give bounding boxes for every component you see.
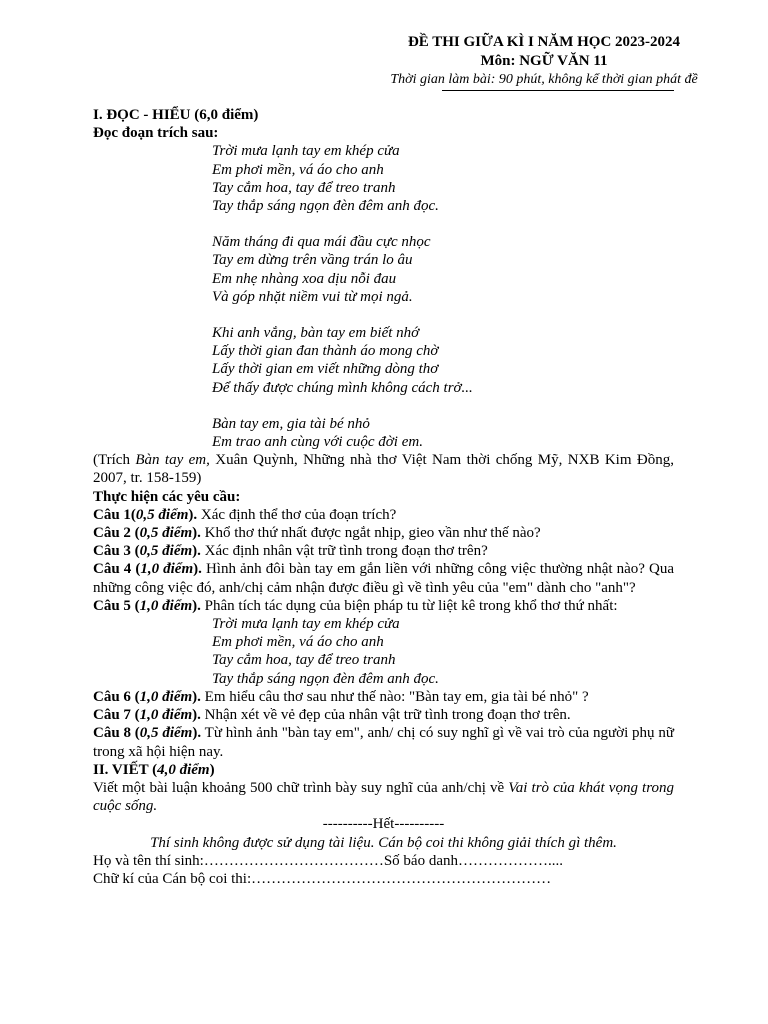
section2-heading-score: 4,0 điểm bbox=[157, 761, 210, 778]
question-text: Phân tích tác dụng của biện pháp tu từ liệt kê trong khổ thơ thứ nhất: bbox=[200, 597, 618, 614]
question-score: 0,5 điểm bbox=[135, 506, 189, 523]
question-close: ). bbox=[188, 506, 198, 523]
question-label: Câu 3 ( bbox=[93, 543, 140, 560]
poem-line: Tay cắm hoa, tay để treo tranh bbox=[212, 652, 396, 669]
question-close: ). bbox=[192, 597, 201, 614]
exam-header bbox=[374, 33, 714, 91]
question-8 bbox=[93, 724, 674, 760]
poem-line: Trời mưa lạnh tay em khép cửa bbox=[212, 143, 400, 160]
poem-line: Khi anh vắng, bàn tay em biết nhớ bbox=[212, 325, 420, 342]
exam-title: ĐỀ THI GIỮA KÌ I NĂM HỌC 2023-2024 bbox=[407, 34, 681, 50]
question-label: Câu 1( bbox=[93, 506, 136, 523]
exam-subject: Môn: NGỮ VĂN 11 bbox=[480, 53, 608, 69]
exam-note: Thí sinh không được sử dụng tài liệu. Cán bộ coi thi không giải thích gì thêm. bbox=[150, 834, 617, 851]
question-text: Hình ảnh đôi bàn tay em gắn liền với những công việc thường nhật nào? Qua những công việc đó, anh/chị cảm nhận được điều gì về tình yêu của "em" dành cho "anh"? bbox=[93, 561, 674, 596]
question-text: Xác định thể thơ của đoạn trích? bbox=[197, 506, 397, 523]
poem-line: Em phơi mền, vá áo cho anh bbox=[212, 161, 384, 178]
question-score: 0,5 điểm bbox=[139, 543, 193, 560]
question-score: 1,0 điểm bbox=[140, 561, 194, 578]
question-score: 0,5 điểm bbox=[139, 525, 193, 542]
question-4 bbox=[93, 560, 674, 596]
question-text: Xác định nhân vật trữ tình trong đoạn thơ trên? bbox=[200, 543, 488, 560]
prompt-text: Viết một bài luận khoảng 500 chữ trình bày suy nghĩ của anh/chị về bbox=[93, 779, 509, 796]
section2-heading-suffix: ) bbox=[209, 761, 215, 778]
section2-heading-prefix: II. VIẾT ( bbox=[93, 761, 158, 778]
question-label: Câu 2 ( bbox=[93, 525, 140, 542]
question-text: Khổ thơ thứ nhất được ngắt nhịp, gieo vần như thế nào? bbox=[200, 525, 541, 542]
poem-line: Tay thắp sáng ngọn đèn đêm anh đọc. bbox=[212, 198, 439, 215]
poem-line: Lấy thời gian đan thành áo mong chờ bbox=[212, 343, 439, 360]
question-close: ). bbox=[192, 725, 202, 742]
question-close: ). bbox=[192, 707, 201, 724]
section1-heading: I. ĐỌC - HIỂU (6,0 điểm) bbox=[93, 107, 259, 123]
question-label: Câu 5 ( bbox=[93, 597, 140, 614]
poem-line: Tay thắp sáng ngọn đèn đêm anh đọc. bbox=[212, 670, 439, 687]
question-label: Câu 7 ( bbox=[93, 707, 140, 724]
poem bbox=[93, 142, 674, 451]
question-score: 1,0 điểm bbox=[139, 597, 193, 614]
poem-line: Em trao anh cùng với cuộc đời em. bbox=[212, 434, 423, 451]
header-underline bbox=[442, 90, 674, 91]
end-marker bbox=[93, 815, 674, 833]
question-label: Câu 4 ( bbox=[93, 561, 141, 578]
question-score: 1,0 điểm bbox=[139, 688, 193, 705]
question-close: ). bbox=[192, 543, 201, 560]
source-rest: Xuân Quỳnh, Những nhà thơ Việt Nam thời chống Mỹ, NXB Kim Đồng, 2007, tr. 158-159) bbox=[93, 452, 674, 487]
proctor-signature: Chữ kí của Cán bộ coi thi:…………………………………………………… bbox=[93, 870, 552, 887]
poem-source bbox=[93, 451, 674, 487]
source-prefix: (Trích bbox=[93, 452, 136, 469]
section2-heading bbox=[93, 761, 674, 779]
question-3 bbox=[93, 542, 674, 560]
question-score: 1,0 điểm bbox=[139, 707, 193, 724]
poem-quote bbox=[93, 615, 674, 688]
poem-line: Em nhẹ nhàng xoa dịu nỗi đau bbox=[212, 270, 397, 287]
poem-line: Trời mưa lạnh tay em khép cửa bbox=[212, 616, 400, 633]
poem-line: Để thấy được chúng mình không cách trở... bbox=[212, 379, 473, 396]
question-score: 0,5 điểm bbox=[139, 725, 193, 742]
question-close: ). bbox=[192, 525, 201, 542]
exam-time: Thời gian làm bài: 90 phút, không kể thời gian phát đề bbox=[390, 72, 698, 87]
stanza-gap bbox=[212, 215, 674, 233]
poem-line: Lấy thời gian em viết những dòng thơ bbox=[212, 361, 439, 378]
candidate-info: Họ và tên thí sinh:………………………………Số báo danh……………….... bbox=[93, 852, 563, 869]
source-work: Bàn tay em, bbox=[135, 452, 210, 469]
section1-intro: Đọc đoạn trích sau: bbox=[93, 125, 219, 142]
poem-line: Năm tháng đi qua mái đầu cực nhọc bbox=[212, 234, 431, 251]
question-text: Em hiểu câu thơ sau như thế nào: "Bàn tay em, gia tài bé nhỏ" ? bbox=[200, 688, 589, 705]
section2-prompt bbox=[93, 779, 674, 815]
stanza-gap bbox=[212, 397, 674, 415]
question-7 bbox=[93, 706, 674, 724]
poem-line: Tay cắm hoa, tay để treo tranh bbox=[212, 179, 396, 196]
tasks-heading: Thực hiện các yêu cầu: bbox=[93, 488, 241, 505]
question-label: Câu 8 ( bbox=[93, 725, 140, 742]
question-text: Nhận xét về vẻ đẹp của nhân vật trữ tình trong đoạn thơ trên. bbox=[200, 707, 571, 724]
question-6 bbox=[93, 688, 674, 706]
poem-line: Tay em dừng trên vầng trán lo âu bbox=[212, 252, 413, 269]
question-close: ). bbox=[193, 561, 202, 578]
poem-line: Và góp nhặt niềm vui từ mọi ngả. bbox=[212, 288, 413, 305]
question-close: ). bbox=[192, 688, 201, 705]
poem-line: Bàn tay em, gia tài bé nhỏ bbox=[212, 415, 370, 432]
question-text: Từ hình ảnh "bàn tay em", anh/ chị có suy nghĩ gì về vai trò của người phụ nữ trong xã hội hiện nay. bbox=[93, 725, 674, 760]
question-label: Câu 6 ( bbox=[93, 688, 140, 705]
prompt-topic: Vai trò của khát vọng trong cuộc sống. bbox=[93, 779, 674, 815]
question-5 bbox=[93, 597, 674, 615]
stanza-gap bbox=[212, 306, 674, 324]
question-2 bbox=[93, 524, 674, 542]
poem-line: Em phơi mền, vá áo cho anh bbox=[212, 634, 384, 651]
end-text: ----------Hết---------- bbox=[322, 816, 445, 833]
exam-body bbox=[93, 106, 674, 888]
question-1 bbox=[93, 506, 674, 524]
